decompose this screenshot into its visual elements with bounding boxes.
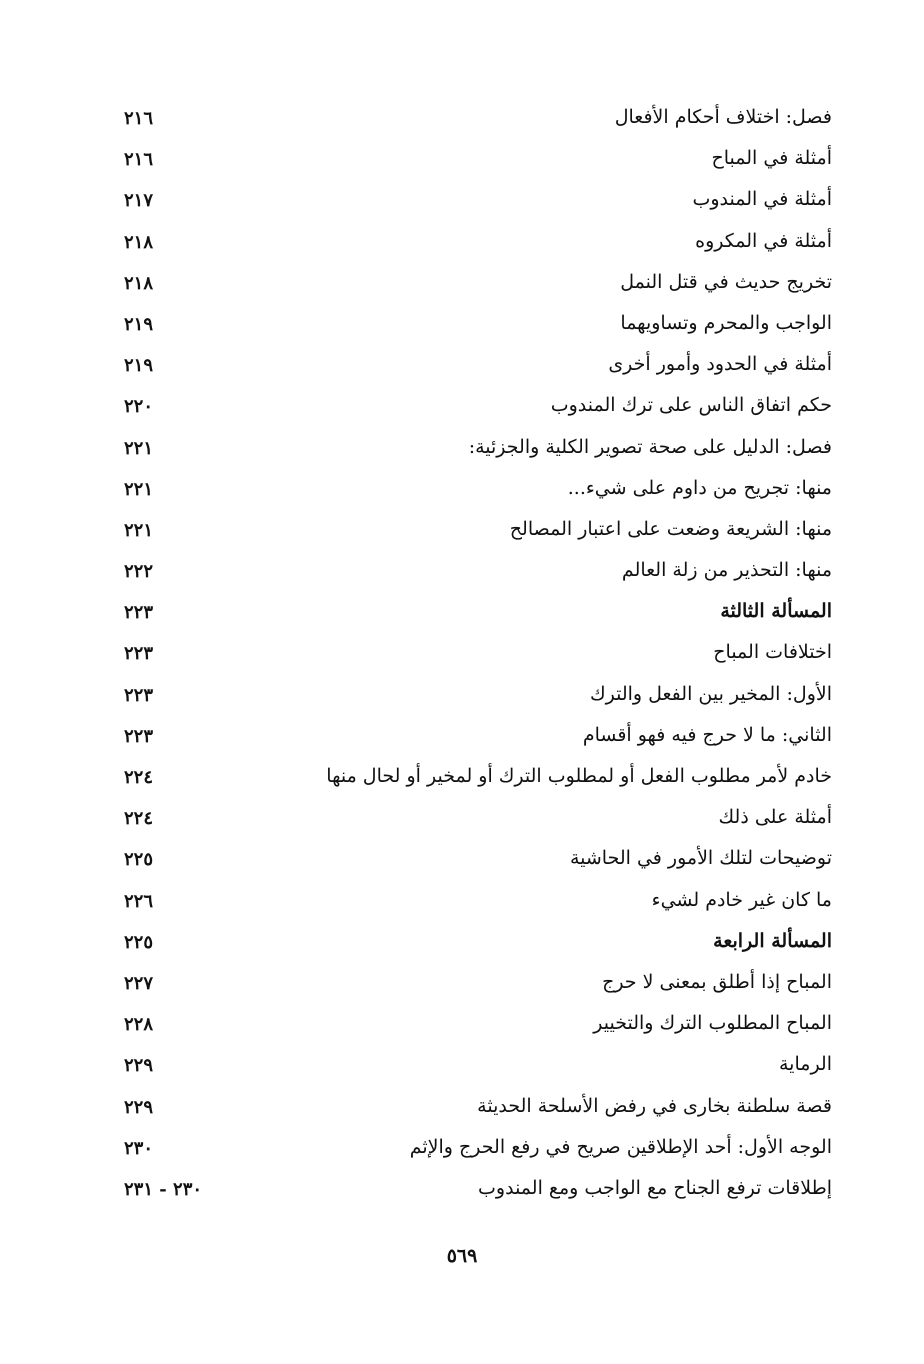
toc-entry-page: ٢١٩	[124, 313, 154, 335]
toc-entry-page: ٢٢٣	[124, 725, 154, 747]
toc-row	[0, 387, 924, 428]
toc-entry-page: ٢٢٠	[124, 396, 154, 418]
toc-row	[0, 593, 924, 634]
toc-entry-page: ٢٢٦	[124, 890, 154, 912]
toc-entry-title: أمثلة في الحدود وأمور أخرى	[608, 353, 832, 376]
toc-row	[0, 511, 924, 552]
toc-entry-page: ٢٢٥	[124, 849, 154, 871]
table-of-contents	[0, 99, 924, 1211]
toc-entry-title: الأول: المخير بين الفعل والترك	[589, 682, 832, 705]
toc-entry-title: توضيحات لتلك الأمور في الحاشية	[569, 847, 832, 870]
toc-entry-title: منها: الشريعة وضعت على اعتبار المصالح	[509, 517, 832, 540]
toc-entry-page: ٢٢٣	[124, 643, 154, 665]
toc-entry-page: ٢٢٩	[124, 1055, 154, 1077]
toc-row	[0, 305, 924, 346]
toc-row	[0, 840, 924, 881]
toc-entry-page: ٢٢٧	[124, 972, 154, 994]
toc-row	[0, 964, 924, 1005]
toc-row	[0, 264, 924, 305]
toc-row	[0, 346, 924, 387]
toc-entry-title: حكم اتفاق الناس على ترك المندوب	[550, 394, 832, 417]
toc-row	[0, 1170, 924, 1211]
toc-row	[0, 799, 924, 840]
toc-entry-page: ٢١٩	[124, 355, 154, 377]
toc-entry-title: خادم لأمر مطلوب الفعل أو لمطلوب الترك أو لمخير أو لحال منها	[326, 765, 832, 787]
toc-entry-title: أمثلة في المباح	[711, 147, 832, 170]
toc-row	[0, 758, 924, 799]
toc-entry-title: منها: التحذير من زلة العالم	[621, 559, 832, 582]
toc-entry-title: الوجه الأول: أحد الإطلاقين صريح في رفع الحرج والإثم	[409, 1135, 832, 1158]
toc-entry-page: ٢٢٨	[124, 1014, 154, 1036]
toc-row	[0, 552, 924, 593]
toc-row	[0, 1046, 924, 1087]
toc-section-heading: المسألة الرابعة	[713, 929, 832, 952]
toc-row	[0, 1088, 924, 1129]
toc-entry-page: ٢٢٤	[124, 767, 154, 788]
toc-entry-page: ٢٢٣	[124, 602, 154, 624]
toc-entry-page: ٢١٦	[124, 149, 154, 171]
toc-entry-page: ٢٣٠	[124, 1137, 154, 1159]
toc-entry-title: الواجب والمحرم وتساويهما	[620, 311, 832, 334]
toc-row	[0, 470, 924, 511]
toc-row	[0, 429, 924, 470]
toc-entry-title: قصة سلطنة بخارى في رفض الأسلحة الحديثة	[477, 1094, 832, 1117]
toc-entry-page: ٢١٧	[124, 190, 154, 212]
toc-entry-title: الثاني: ما لا حرج فيه فهو أقسام	[582, 723, 832, 746]
toc-row	[0, 882, 924, 923]
toc-entry-page: ٢٢٥	[124, 931, 154, 953]
toc-entry-page: ٢٢١	[124, 478, 154, 500]
toc-row	[0, 1129, 924, 1170]
toc-entry-page: ٢٢٢	[124, 561, 154, 583]
toc-entry-title: أمثلة في المندوب	[692, 188, 832, 211]
toc-entry-page: ٢١٦	[124, 108, 154, 129]
toc-row	[0, 923, 924, 964]
toc-entry-title: المباح إذا أطلق بمعنى لا حرج	[602, 970, 832, 993]
toc-entry-page: ٢٢٣	[124, 684, 154, 706]
toc-row	[0, 223, 924, 264]
toc-entry-page: ٢١٨	[124, 272, 154, 294]
toc-entry-page: ٢٢١	[124, 519, 154, 541]
toc-entry-title: ما كان غير خادم لشيء	[651, 888, 832, 911]
toc-entry-page: ٢٣٠ - ٢٣١	[124, 1178, 203, 1200]
toc-entry-title: المباح المطلوب الترك والتخيير	[593, 1012, 832, 1035]
toc-row	[0, 140, 924, 181]
toc-entry-title: الرماية	[779, 1053, 832, 1076]
toc-row	[0, 1005, 924, 1046]
toc-row	[0, 634, 924, 675]
toc-row	[0, 717, 924, 758]
toc-section-heading: المسألة الثالثة	[720, 600, 832, 623]
toc-entry-title: فصل: اختلاف أحكام الأفعال	[614, 106, 832, 128]
toc-entry-title: اختلافات المباح	[713, 641, 832, 664]
toc-entry-title: إطلاقات ترفع الجناح مع الواجب ومع المندوب	[478, 1176, 832, 1199]
toc-entry-page: ٢٢٤	[124, 808, 154, 830]
page-number: ٥٦٩	[446, 1245, 478, 1267]
toc-entry-title: منها: تجريح من داوم على شيء...	[567, 476, 832, 499]
toc-entry-page: ٢٢٩	[124, 1096, 154, 1118]
toc-entry-title: فصل: الدليل على صحة تصوير الكلية والجزئية:	[468, 435, 832, 458]
toc-entry-page: ٢٢١	[124, 437, 154, 459]
toc-entry-title: تخريج حديث في قتل النمل	[620, 270, 832, 293]
toc-row	[0, 676, 924, 717]
toc-entry-page: ٢١٨	[124, 231, 154, 253]
toc-entry-title: أمثلة على ذلك	[718, 806, 832, 829]
toc-row	[0, 99, 924, 140]
toc-row	[0, 181, 924, 222]
toc-entry-title: أمثلة في المكروه	[695, 229, 832, 252]
